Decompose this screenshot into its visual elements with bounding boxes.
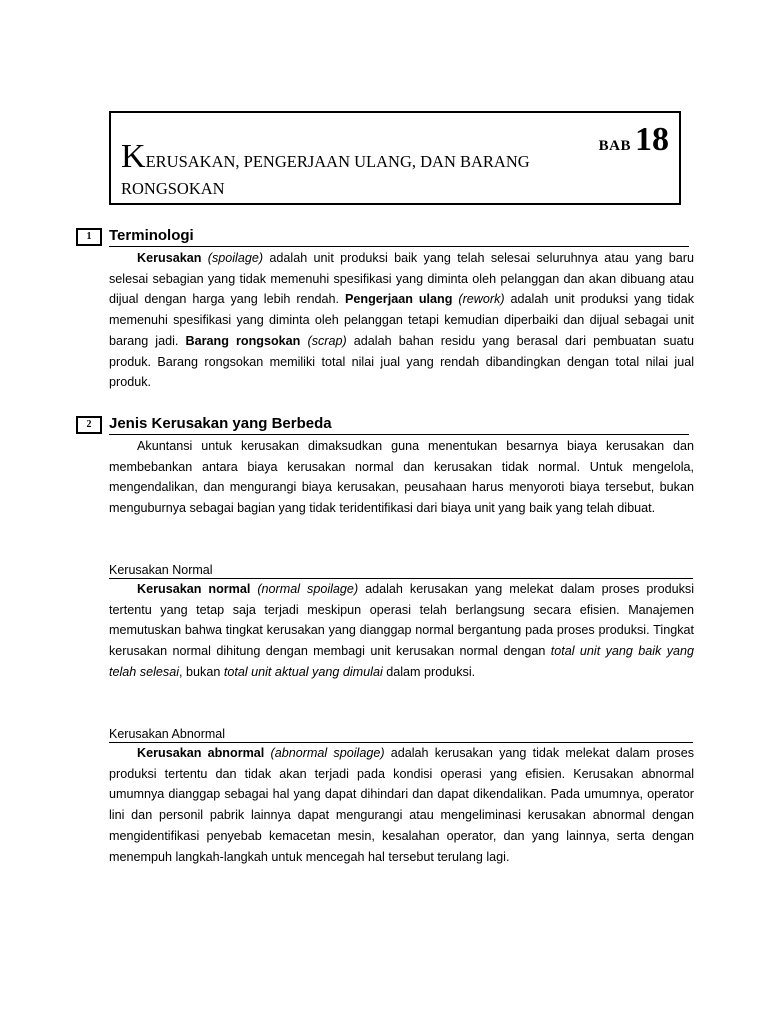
text-run: adalah kerusakan yang melekat dalam proses produksi tertentu yang tetap saja terjadi meskipun operasi telah berlangsung secara efisien. Manajemen memutuskan bahwa tingkat kerusakan yang dianggap normal bergantung pada proses produksi. Tingkat kerusakan normal dihitung dengan membagi unit kerusakan normal dengan <box>109 582 695 659</box>
section-1-paragraph <box>109 248 694 393</box>
subsection-abnormal-heading: Kerusakan Abnormal <box>109 727 693 743</box>
section-2-title: Jenis Kerusakan yang Berbeda <box>109 414 689 435</box>
section-2-intro-paragraph: Akuntansi untuk kerusakan dimaksudkan guna menentukan besarnya biaya kerusakan dan membebankan antara biaya kerusakan normal dan kerusakan tidak normal. Untuk mengelola, mengendalikan, dan mengurangi biaya kerusakan, peusahaan harus menyoroti biaya tersebut, bukan menguburnya sebagai bagian yang tidak teridentifikasi dari biaya unit yang baik yang telah dibuat. <box>109 439 694 516</box>
subsection-normal-paragraph <box>109 579 694 683</box>
term-spoilage: (spoilage) <box>207 251 264 265</box>
section-1-number: 1 <box>76 228 102 246</box>
section-2-number: 2 <box>76 416 102 434</box>
bab-label: BAB <box>598 138 631 154</box>
chapter-title-initial: K <box>121 138 146 175</box>
chapter-title-rest: ERUSAKAN, PENGERJAAN ULANG, DAN BARANG RONGSOKAN <box>121 152 530 198</box>
bab-number: 18 <box>635 121 669 158</box>
chapter-header-box <box>109 111 681 205</box>
text-run: adalah kerusakan yang tidak melekat dalam proses produksi tertentu dan tidak akan terjadi pada kondisi operasi yang efisien. Kerusakan abnormal umumnya dianggap sebagai hal yang dapat dihindari dan dapat dikendalikan. Pada umumnya, operator lini dan personil pabrik lainnya dapat mengurangi atau mengeliminasi kerusakan abnormal dengan mengidentifikasi penyebab kemacetan mesin, kesalahan operator, dan yang lainnya, serta dengan menempuh langkah-langkah untuk mencegah hal tersebut terulang lagi. <box>109 746 694 864</box>
term-rework: (rework) <box>458 292 505 307</box>
term-kerusakan-abnormal: Kerusakan abnormal <box>137 746 265 760</box>
term-pengerjaan-ulang: Pengerjaan ulang <box>345 292 453 307</box>
text-run <box>300 334 307 348</box>
emphasis-total-unit-baik: total unit yang baik yang telah selesai <box>109 644 695 679</box>
term-kerusakan-normal: Kerusakan normal <box>137 582 251 596</box>
chapter-title <box>121 138 591 202</box>
term-normal-spoilage: (normal spoilage) <box>257 582 359 596</box>
text-run: dalam produksi. <box>382 664 476 679</box>
chapter-number <box>599 121 669 159</box>
term-abnormal-spoilage: (abnormal spoilage) <box>270 746 385 760</box>
subsection-abnormal-paragraph <box>109 743 694 867</box>
term-kerusakan: Kerusakan <box>137 251 202 265</box>
emphasis-total-unit-aktual: total unit aktual yang dimulai <box>223 664 383 679</box>
term-scrap: (scrap) <box>307 333 347 348</box>
text-run: adalah bahan residu yang berasal dari pembuatan suatu produk. Barang rongsokan memiliki total nilai jual yang rendah dibandingkan dengan total nilai jual produk. <box>109 333 695 390</box>
subsection-normal-heading: Kerusakan Normal <box>109 563 693 579</box>
text-run: adalah unit produksi baik yang telah selesai seluruhnya atau yang baru selesai sebagian yang tidak memenuhi spesifikasi yang diminta oleh pelanggan dan akan dibuang atau dijual dengan harga yang lebih rendah. <box>109 251 695 307</box>
term-barang-rongsokan: Barang rongsokan <box>185 333 301 348</box>
section-1-title: Terminologi <box>109 226 689 247</box>
text-run: , bukan <box>179 664 224 679</box>
text-run: adalah unit produksi yang tidak memenuhi spesifikasi yang diminta oleh pelanggan tetapi kemudian diperbaiki dan dijual sebagai unit barang jadi. <box>109 292 695 348</box>
